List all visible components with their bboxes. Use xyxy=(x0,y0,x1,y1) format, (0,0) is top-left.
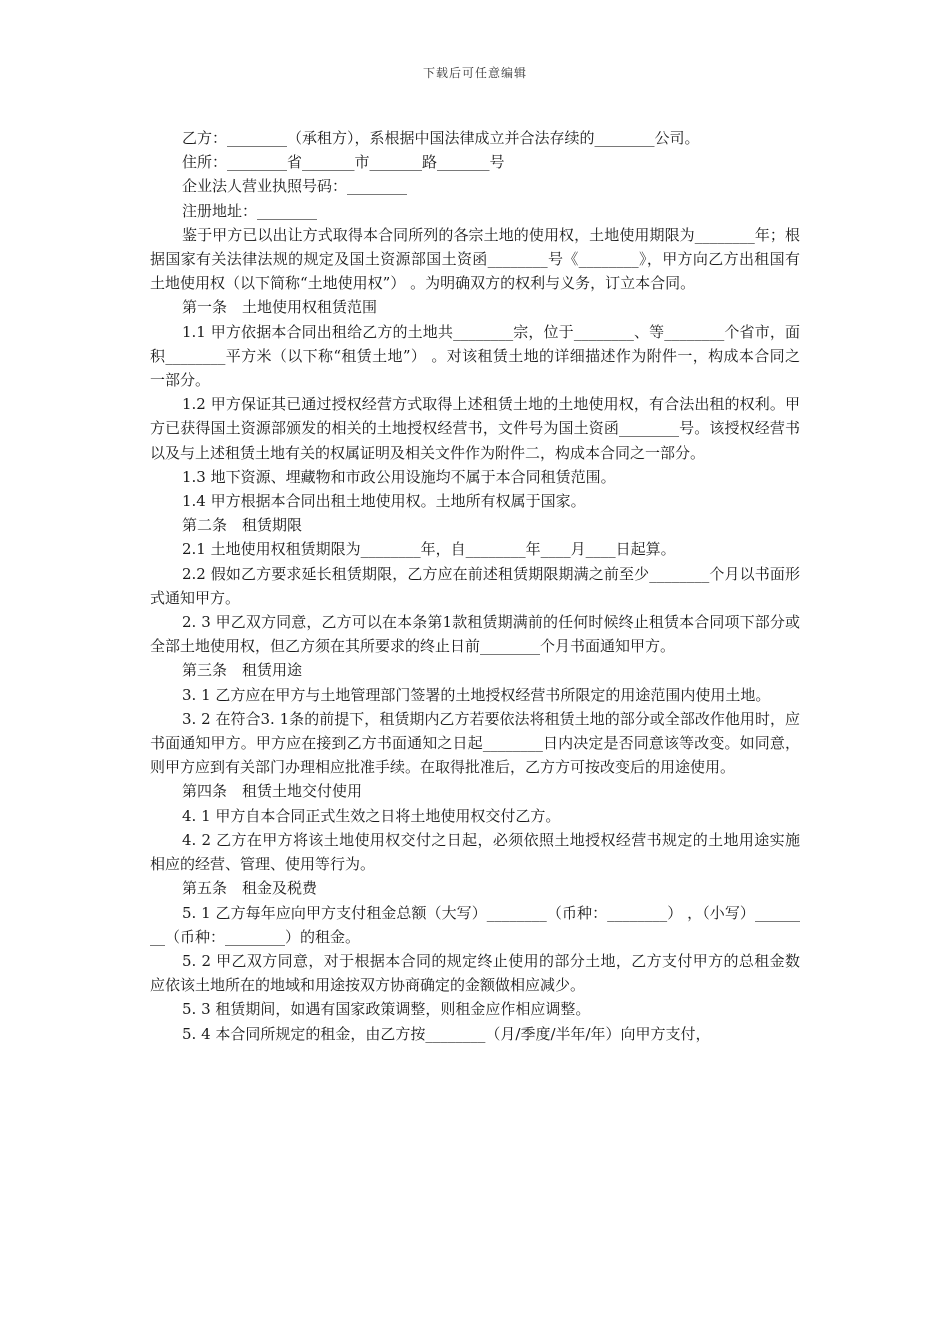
clause-5-4: 5. 4 本合同所规定的租金，由乙方按________（月/季度/半年/年）向甲方支付， xyxy=(182,1024,711,1043)
clause-5-2: 5. 2 甲乙双方同意，对于根据本合同的规定终止使用的部分土地，乙方支付甲方的总租金数应依该土地所在的地域和用途按双方协商确定的金额做相应减少。 xyxy=(150,951,800,995)
clause-5-3: 5. 3 租赁期间，如遇有国家政策调整，则租金应作相应调整。 xyxy=(182,1000,591,1019)
clause-1-1: 1.1 甲方依据本合同出租给乙方的土地共________宗，位于________、等________个省市，面积________平方米（以下称“租赁土地”） 。对该租赁土地的详细描述作为附件一，构成本合同之一部分。 xyxy=(150,322,800,390)
clause-3-2: 3. 2 在符合3. 1条的前提下，租赁期内乙方若要依法将租赁土地的部分或全部改作他用时，应书面通知甲方。甲方应在接到乙方书面通知之日起________日内决定是否同意该等改变。如同意，则甲方应到有关部门办理相应批准手续。在取得批准后，乙方方可按改变后的用途使用。 xyxy=(150,709,800,777)
clause-1-4: 1.4 甲方根据本合同出租土地使用权。土地所有权属于国家。 xyxy=(182,492,586,511)
clause-5-1: 5. 1 乙方每年应向甲方支付租金总额（大写）________（币种：________） ，（小写）________（币种：________）的租金。 xyxy=(150,903,800,946)
article-5-heading: 第五条 租金及税费 xyxy=(182,879,318,898)
clause-1-2: 1.2 甲方保证其已通过授权经营方式取得上述租赁土地的土地使用权，有合法出租的权利。甲方已获得国土资源部颁发的相关的土地授权经营书，文件号为国土资函________号。该授权经营书以及与上述租赁土地有关的权属证明及相关文件作为附件二，构成本合同之一部分。 xyxy=(150,395,800,462)
article-3-heading: 第三条 租赁用途 xyxy=(182,661,303,680)
clause-4-2: 4. 2 乙方在甲方将该土地使用权交付之日起，必须依照土地授权经营书规定的土地用途实施相应的经营、管理、使用等行为。 xyxy=(150,830,800,874)
preamble-paragraph: 鉴于甲方已以出让方式取得本合同所列的各宗土地的使用权，土地使用期限为________年；根据国家有关法律法规的规定及国土资源部国土资函________号《________》，甲方向乙方出租国有土地使用权（以下简称“土地使用权”） 。为明确双方的权利与义务，订立本合同。 xyxy=(150,225,800,293)
party-b-line: 乙方：________（承租方），系根据中国法律成立并合法存续的________公司。 xyxy=(182,129,700,147)
address-line: 住所：________省_______市_______路_______号 xyxy=(182,153,505,172)
registered-address-line: 注册地址：________ xyxy=(182,201,318,220)
page-header-note: 下载后可任意编辑 xyxy=(422,66,527,80)
clause-2-2: 2.2 假如乙方要求延长租赁期限，乙方应在前述租赁期限期满之前至少________个月以书面形式通知甲方。 xyxy=(150,564,800,607)
business-license-line: 企业法人营业执照号码：________ xyxy=(182,177,408,196)
clause-4-1: 4. 1 甲方自本合同正式生效之日将土地使用权交付乙方。 xyxy=(182,806,561,825)
clause-3-1: 3. 1 乙方应在甲方与土地管理部门签署的土地授权经营书所限定的用途范围内使用土地。 xyxy=(182,685,771,704)
article-2-heading: 第二条 租赁期限 xyxy=(182,516,303,535)
clause-1-3: 1.3 地下资源、埋藏物和市政公用设施均不属于本合同租赁范围。 xyxy=(182,467,616,486)
clause-2-1: 2.1 土地使用权租赁期限为________年，自________年____月____日起算。 xyxy=(182,540,676,559)
contract-body xyxy=(150,126,800,1046)
article-4-heading: 第四条 租赁土地交付使用 xyxy=(182,782,363,801)
article-1-heading: 第一条 土地使用权租赁范围 xyxy=(182,298,378,317)
clause-2-3: 2. 3 甲乙双方同意，乙方可以在本条第1款租赁期满前的任何时候终止租赁本合同项下部分或全部土地使用权，但乙方须在其所要求的终止日前________个月书面通知甲方。 xyxy=(150,613,800,656)
